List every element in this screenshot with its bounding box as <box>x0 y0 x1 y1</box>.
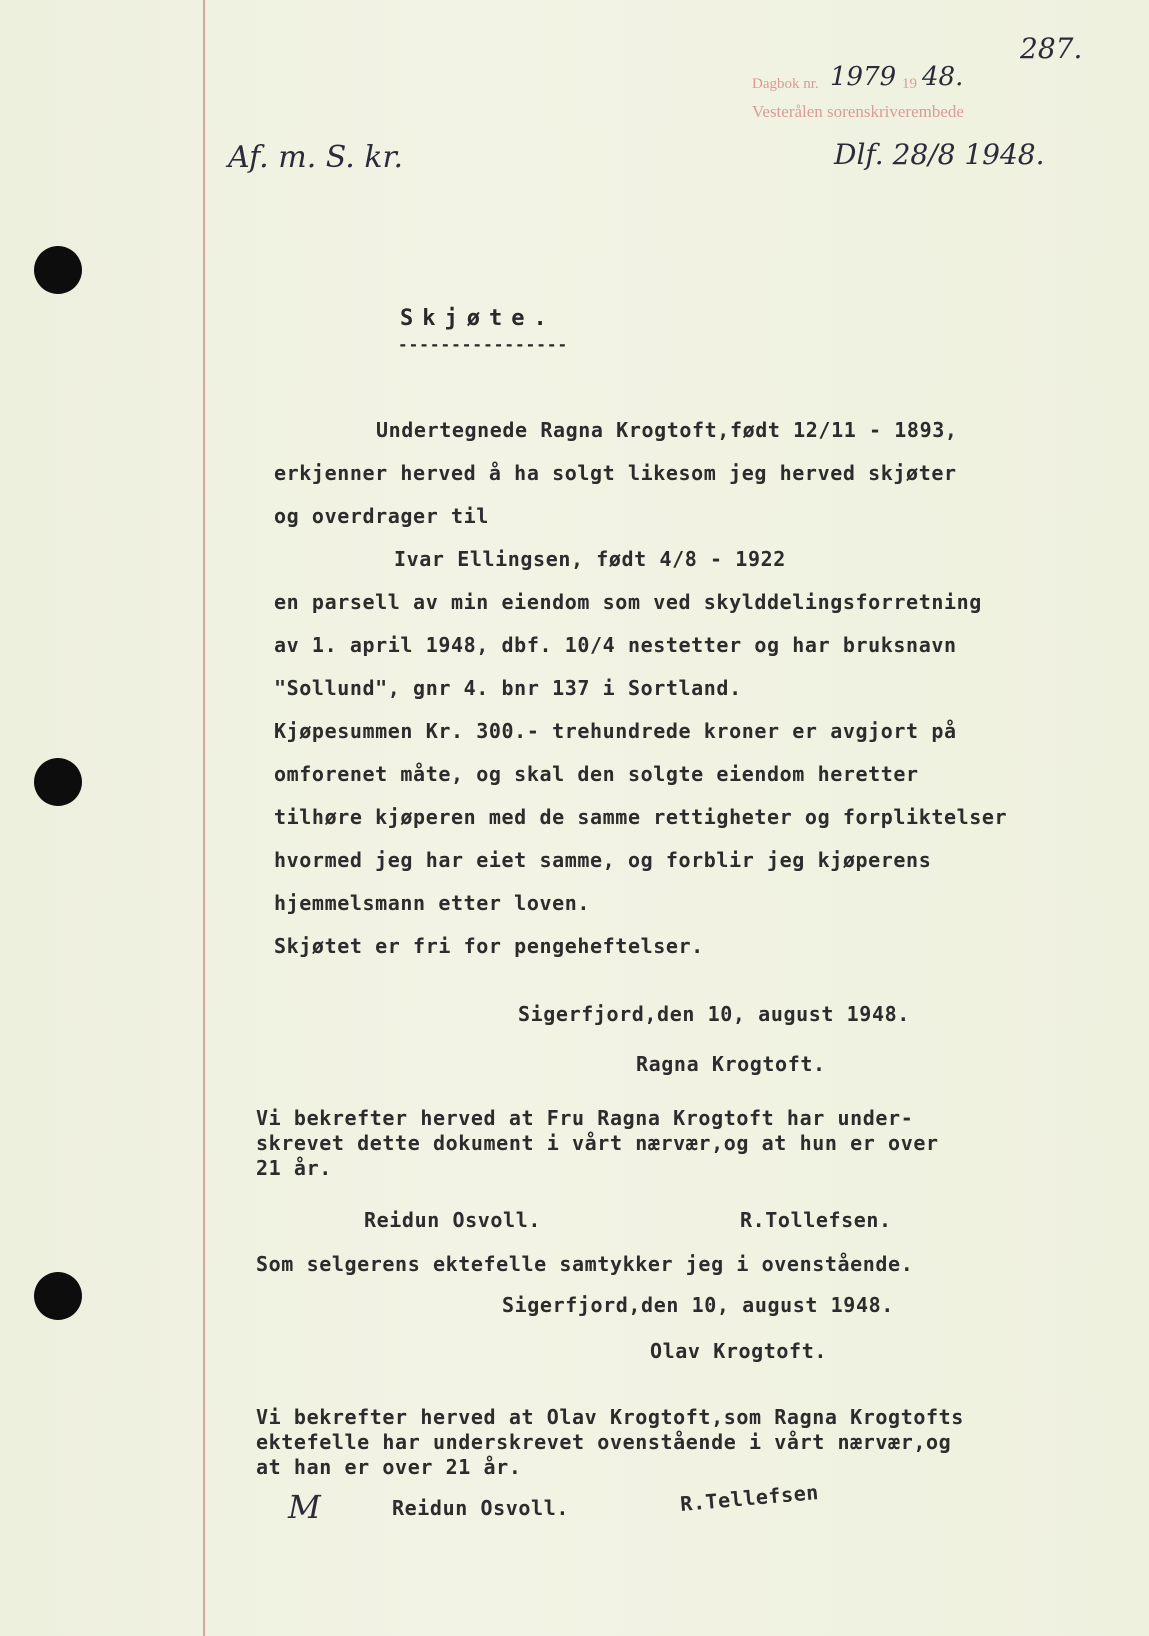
body-line: Skjøtet er fri for pengeheftelser. <box>274 934 704 958</box>
body-line: "Sollund", gnr 4. bnr 137 i Sortland. <box>274 676 742 700</box>
title-underline: ---------------- <box>398 335 569 354</box>
buyer-line: Ivar Ellingsen, født 4/8 - 1922 <box>394 547 786 571</box>
witness-statement-line: at han er over 21 år. <box>256 1455 522 1479</box>
witness-statement-line: skrevet dette dokument i vårt nærvær,og at hun er over <box>256 1131 939 1155</box>
body-line: hjemmelsmann etter loven. <box>274 891 591 915</box>
body-line: tilhøre kjøperen med de samme rettigheter og forpliktelser <box>274 805 1008 829</box>
witness-name: R.Tollefsen. <box>740 1208 892 1232</box>
witness-name: Reidun Osvoll. <box>392 1496 569 1520</box>
consent-statement: Som selgerens ektefelle samtykker jeg i ovenstående. <box>256 1252 914 1276</box>
stamp-office: Vesterålen sorenskriverembede <box>752 102 964 121</box>
punch-hole-bottom <box>34 1272 82 1320</box>
witness-statement-line: Vi bekrefter herved at Olav Krogtoft,som Ragna Krogtofts <box>256 1405 964 1429</box>
spouse-signature: Olav Krogtoft. <box>650 1339 827 1363</box>
stamp-date-note: Dlf. 28/8 1948. <box>834 138 1045 171</box>
punch-hole-middle <box>34 758 82 806</box>
witness-name: Reidun Osvoll. <box>364 1208 541 1232</box>
witness-statement-line: Vi bekrefter herved at Fru Ragna Krogtoft har under- <box>256 1106 914 1130</box>
seller-signature: Ragna Krogtoft. <box>636 1052 826 1076</box>
margin-note: Af. m. S. kr. <box>228 140 404 175</box>
initials-mark: M <box>288 1488 321 1526</box>
body-line: Undertegnede Ragna Krogtoft,født 12/11 - 1893, <box>376 418 958 442</box>
body-line: og overdrager til <box>274 504 489 528</box>
document-title: Skjøte. <box>400 306 556 331</box>
witness-statement-line: ektefelle har underskrevet ovenstående i vårt nærvær,og <box>256 1430 952 1454</box>
place-date: Sigerfjord,den 10, august 1948. <box>518 1002 910 1026</box>
page-number: 287. <box>1020 32 1083 65</box>
stamp-dagbok-label: Dagbok nr. <box>752 76 819 92</box>
stamp-year-suffix: 48. <box>922 62 964 92</box>
body-line: Kjøpesummen Kr. 300.- trehundrede kroner er avgjort på <box>274 719 957 743</box>
body-line: en parsell av min eiendom som ved skylddelingsforretning <box>274 590 982 614</box>
body-line: erkjenner herved å ha solgt likesom jeg herved skjøter <box>274 461 957 485</box>
body-line: av 1. april 1948, dbf. 10/4 nestetter og har bruksnavn <box>274 633 957 657</box>
margin-rule <box>203 0 205 1636</box>
body-line: omforenet måte, og skal den solgte eiendom heretter <box>274 762 919 786</box>
punch-hole-top <box>34 246 82 294</box>
stamp-dagbok-number: 1979 <box>830 62 897 92</box>
stamp-year-prefix: 19 <box>902 76 917 92</box>
body-line: hvormed jeg har eiet samme, og forblir jeg kjøperens <box>274 848 932 872</box>
place-date: Sigerfjord,den 10, august 1948. <box>502 1293 894 1317</box>
witness-statement-line: 21 år. <box>256 1156 332 1180</box>
witness-name: R.Tellefsen <box>679 1479 820 1517</box>
